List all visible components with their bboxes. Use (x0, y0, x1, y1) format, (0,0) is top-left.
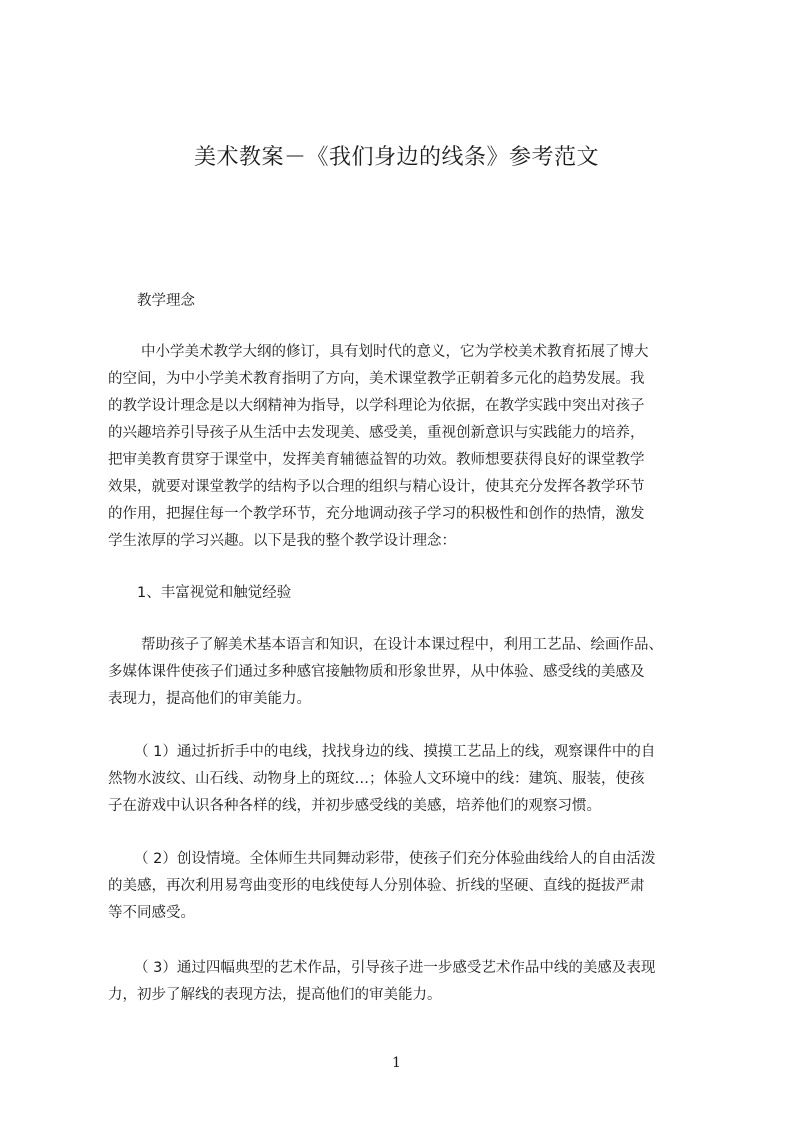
paragraph-line: 效果，就要对课堂教学的结构予以合理的组织与精心设计，使其充分发挥各教学环节 (108, 479, 645, 495)
intro-paragraph (108, 339, 700, 555)
paragraph-2 (108, 739, 700, 820)
document-title: 美术教案－《我们身边的线条》参考范文 (193, 145, 599, 170)
subheading-visual-tactile: 1、丰富视觉和触觉经验 (137, 585, 292, 601)
paragraph-line: 学生浓厚的学习兴趣。以下是我的整个教学设计理念： (108, 533, 456, 549)
paragraph-line: 把审美教育贯穿于课堂中，发挥美育辅德益智的功效。教师想要获得良好的课堂教学 (108, 452, 645, 468)
paragraph-line: （ 1）通过折折手中的电线，找找身边的线、摸摸工艺品上的线，观察课件中的自 (134, 744, 656, 760)
paragraph-line: （ 2）创设情境。全体师生共同舞动彩带，使孩子们充分体验曲线给人的自由活泼 (134, 851, 656, 867)
paragraph-line: 表现力，提高他们的审美能力。 (108, 691, 311, 707)
paragraph-line: 的教学设计理念是以大纲精神为指导，以学科理论为依据，在教学实践中突出对孩子 (108, 398, 645, 414)
page-number: 1 (392, 1055, 401, 1071)
paragraph-line: 的空间，为中小学美术教育指明了方向，美术课堂教学正朝着多元化的趋势发展。我 (108, 371, 645, 387)
paragraph-4 (108, 955, 700, 1009)
paragraph-line: （ 3）通过四幅典型的艺术作品，引导孩子进一步感受艺术作品中线的美感及表现 (134, 960, 656, 976)
paragraph-3 (108, 846, 700, 927)
paragraph-line: 的美感，再次利用易弯曲变形的电线使每人分别体验、折线的坚硬、直线的挺拔严肃 (108, 878, 645, 894)
paragraph-line: 中小学美术教学大纲的修订，具有划时代的意义，它为学校美术教育拓展了博大 (141, 344, 649, 360)
paragraph-line: 多媒体课件使孩子们通过多种感官接触物质和形象世界，从中体验、感受线的美感及 (108, 664, 645, 680)
paragraph-line: 等不同感受。 (108, 905, 195, 921)
paragraph-line: 的兴趣培养引导孩子从生活中去发现美、感受美，重视创新意识与实践能力的培养， (108, 425, 645, 441)
section-heading: 教学理念 (137, 293, 195, 309)
paragraph-line: 力，初步了解线的表现方法，提高他们的审美能力。 (108, 987, 442, 1003)
paragraph-line: 的作用，把握住每一个教学环节，充分地调动孩子学习的积极性和创作的热情，激发 (108, 506, 645, 522)
paragraph-1 (108, 632, 700, 713)
paragraph-line: 帮助孩子了解美术基本语言和知识，在设计本课过程中，利用工艺品、绘画作品、 (141, 637, 663, 653)
paragraph-line: 然物水波纹、山石线、动物身上的斑纹…；体验人文环境中的线：建筑、服装，使孩 (108, 771, 645, 787)
paragraph-line: 子在游戏中认识各种各样的线，并初步感受线的美感，培养他们的观察习惯。 (108, 798, 601, 814)
